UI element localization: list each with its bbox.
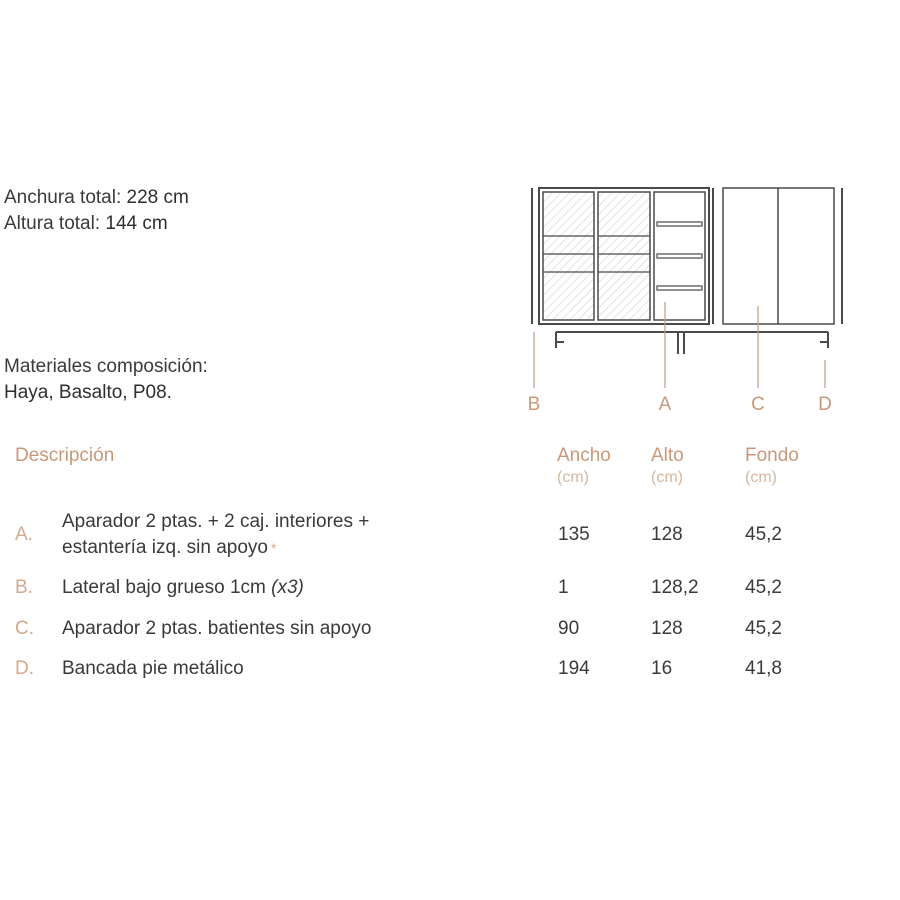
- materials-label: Materiales composición:: [4, 356, 208, 377]
- marker-d: D: [818, 394, 832, 415]
- row-height: 128,2: [651, 577, 699, 598]
- shelf-2: [657, 254, 702, 258]
- shelf-1: [657, 222, 702, 226]
- row-width: 1: [558, 577, 569, 598]
- marker-a: A: [658, 394, 672, 415]
- row-height: 16: [651, 658, 673, 679]
- cabinet-a-shelving: [654, 192, 705, 320]
- row-depth: 45,2: [745, 577, 782, 598]
- cabinet-a-door-right: [598, 192, 650, 320]
- row-letter: B.: [15, 577, 33, 598]
- row-letter: C.: [15, 618, 34, 639]
- base-foot-right: [820, 332, 828, 342]
- row-letter: D.: [15, 658, 34, 679]
- row-height: 128: [651, 618, 683, 639]
- table-row: [0, 656, 900, 682]
- row-depth: 45,2: [745, 524, 782, 545]
- header-depth-unit: (cm): [745, 469, 777, 486]
- header-height-unit: (cm): [651, 469, 683, 486]
- total-height: Altura total: 144 cm: [4, 213, 168, 234]
- row-depth: 45,2: [745, 618, 782, 639]
- header-width-unit: (cm): [557, 469, 589, 486]
- materials: [4, 354, 208, 406]
- furniture-diagram-svg: [512, 182, 852, 422]
- row-width: 90: [558, 618, 580, 639]
- materials-value: Haya, Basalto, P08.: [4, 382, 172, 403]
- row-height: 128: [651, 524, 683, 545]
- table-row: [0, 575, 900, 601]
- marker-c: C: [751, 394, 765, 415]
- furniture-diagram: [512, 182, 852, 422]
- row-width: 194: [558, 658, 590, 679]
- cabinet-a-door-left: [543, 192, 594, 320]
- row-description: Lateral bajo grueso 1cm (x3): [62, 577, 304, 598]
- row-letter: A.: [15, 524, 33, 545]
- table-row: [0, 509, 900, 561]
- row-description: Aparador 2 ptas. batientes sin apoyo: [62, 618, 372, 639]
- header-description: Descripción: [15, 445, 115, 466]
- table-row: [0, 616, 900, 642]
- header-width: Ancho (cm): [557, 445, 611, 486]
- row-width: 135: [558, 524, 590, 545]
- header-depth: Fondo (cm): [745, 445, 799, 486]
- row-depth: 41,8: [745, 658, 782, 679]
- overall-dimensions: [4, 185, 189, 237]
- base-foot-left: [556, 332, 564, 342]
- shelf-3: [657, 286, 702, 290]
- row-note: (x3): [271, 577, 304, 598]
- row-description: Aparador 2 ptas. + 2 caj. interiores + estantería izq. sin apoyo *: [62, 511, 370, 558]
- row-description: Bancada pie metálico: [62, 658, 244, 679]
- header-height: Alto (cm): [651, 445, 684, 486]
- marker-b: B: [527, 394, 541, 415]
- asterisk: *: [270, 540, 277, 556]
- total-width: Anchura total: 228 cm: [4, 187, 189, 208]
